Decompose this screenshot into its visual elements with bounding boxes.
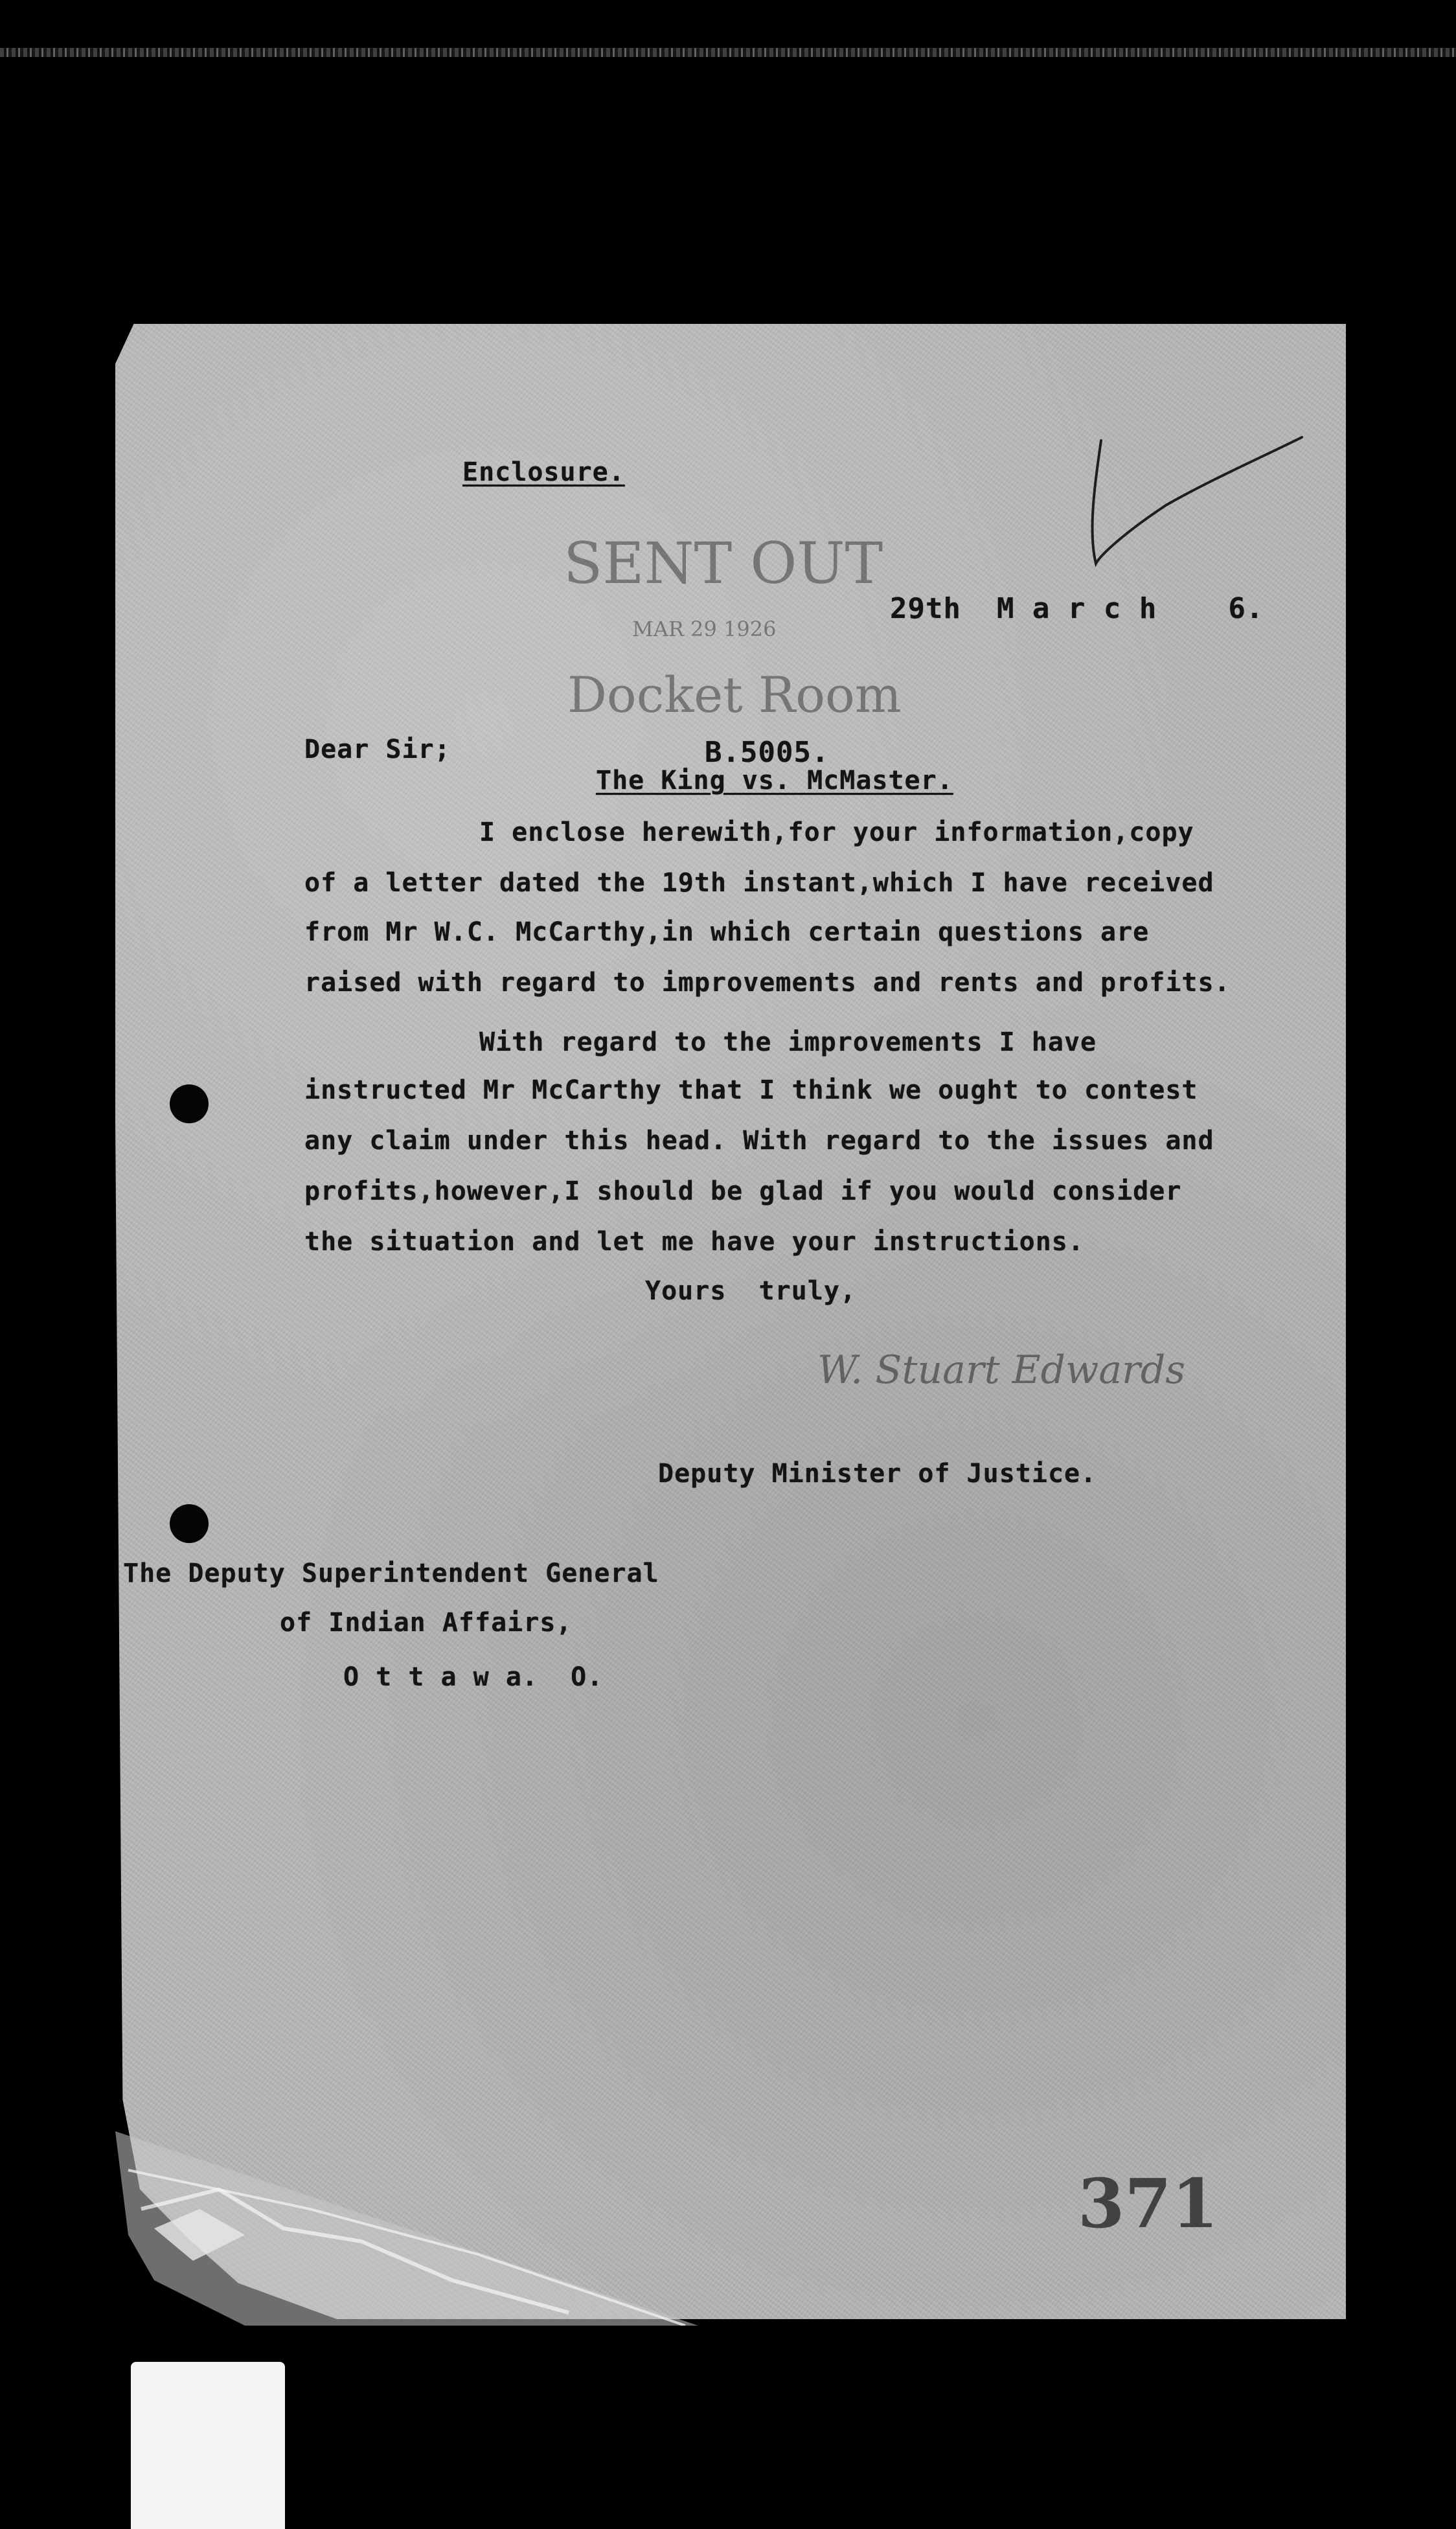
body-line-1: I enclose herewith,for your information,copy <box>479 818 1194 847</box>
enclosure-heading: Enclosure. <box>462 457 625 487</box>
body-line-5: With regard to the improvements I have <box>479 1027 1097 1057</box>
torn-corner-fold <box>115 2131 698 2326</box>
film-edge-strip <box>0 48 1456 57</box>
punch-hole-lower <box>170 1504 209 1543</box>
body-line-3: from Mr W.C. McCarthy,in which certain questions are <box>304 917 1150 947</box>
file-number: B.5005. <box>705 736 830 769</box>
stamp-date: MAR 29 1926 <box>632 617 777 641</box>
body-line-8: profits,however,I should be glad if you would consider <box>304 1176 1182 1206</box>
checkmark-annotation <box>1088 434 1308 583</box>
addressee-line-1: The Deputy Superintendent General <box>123 1559 659 1588</box>
addressee-line-2: of Indian Affairs, <box>280 1608 573 1638</box>
page-number: 371 <box>1078 2164 1219 2243</box>
case-title: The King vs. McMaster. <box>596 766 953 795</box>
body-line-7: any claim under this head. With regard to the issues and <box>304 1126 1214 1156</box>
docket-room-stamp: Docket Room <box>567 666 902 724</box>
sent-out-stamp: SENT OUT <box>563 530 883 597</box>
addressee-line-3: O t t a w a. O. <box>343 1662 604 1692</box>
closing: Yours truly, <box>645 1276 857 1306</box>
body-line-9: the situation and let me have your instructions. <box>304 1227 1084 1257</box>
body-line-6: instructed Mr McCarthy that I think we ought to contest <box>304 1075 1198 1105</box>
punch-hole-upper <box>170 1084 209 1123</box>
film-label-tab <box>131 2362 285 2529</box>
signer-title: Deputy Minister of Justice. <box>658 1459 1097 1489</box>
salutation: Dear Sir; <box>304 735 451 764</box>
signature-stamp: W. Stuart Edwards <box>817 1347 1186 1393</box>
body-line-2: of a letter dated the 19th instant,which I have received <box>304 868 1214 898</box>
letter-date: 29th M a r c h 6. <box>890 592 1264 625</box>
body-line-4: raised with regard to improvements and rents and profits. <box>304 968 1231 998</box>
